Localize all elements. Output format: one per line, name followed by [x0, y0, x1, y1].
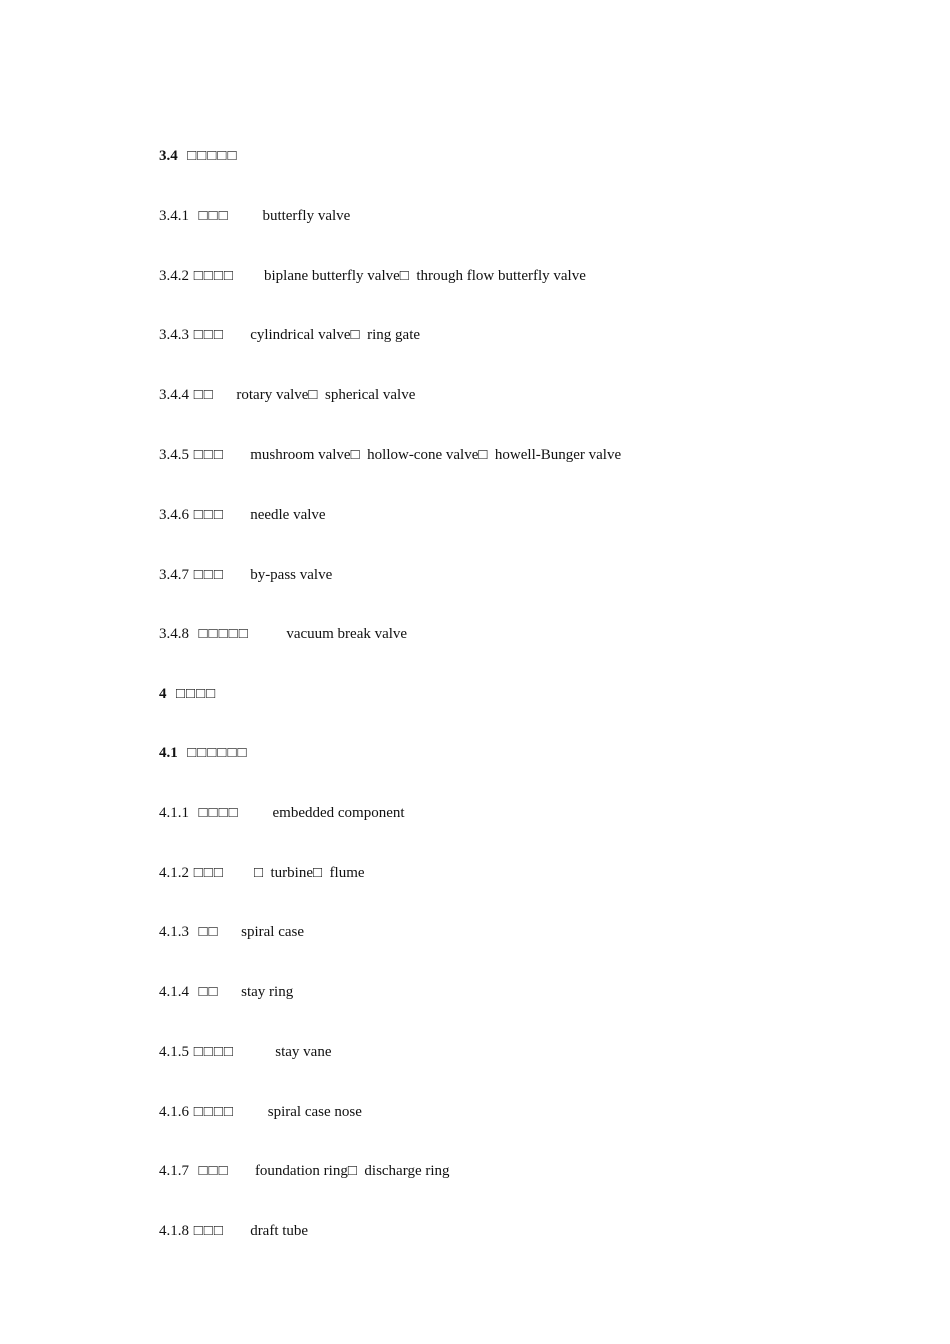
line-english-term: mushroom valve□ hollow-cone valve□ howell-Bunger valve [223, 447, 622, 463]
term-line-4-1-6 [144, 1079, 362, 1120]
line-number: 4.1.8 [159, 1223, 189, 1239]
line-number: 4.1.7 [159, 1163, 189, 1179]
line-number: 4.1 [159, 745, 178, 761]
line-english-term: cylindrical valve□ ring gate [223, 327, 421, 343]
chapter-heading-4 [144, 661, 217, 702]
line-chinese-term: □□□ [189, 1223, 224, 1239]
line-english-term: □ turbine□ flume [223, 865, 365, 881]
line-english-term: by-pass valve [223, 567, 333, 583]
line-english-term: stay vane [234, 1044, 332, 1060]
line-number: 3.4.3 [159, 327, 189, 343]
line-chinese-term: □□□□□ [189, 626, 249, 642]
line-chinese-term: □□□ [189, 567, 224, 583]
line-english-term: needle valve [223, 507, 326, 523]
line-chinese-term: □□ [189, 924, 219, 940]
term-line-3-4-7 [144, 542, 333, 583]
line-english-term: butterfly valve [228, 208, 351, 224]
term-line-4-1-7 [144, 1138, 450, 1179]
term-line-4-1-2 [144, 840, 365, 881]
line-chinese-term: □□□□ [189, 1104, 234, 1120]
line-chinese-term: □□□ [189, 865, 224, 881]
line-english-term: vacuum break valve [248, 626, 408, 642]
line-number: 3.4.2 [159, 268, 189, 284]
line-english-term: draft tube [223, 1223, 309, 1239]
line-english-term: rotary valve□ spherical valve [213, 387, 416, 403]
line-number: 4.1.1 [159, 805, 189, 821]
term-line-4-1-8 [144, 1198, 309, 1239]
line-number: 3.4.8 [159, 626, 189, 642]
term-line-4-1-3 [144, 899, 305, 940]
line-number: 4.1.2 [159, 865, 189, 881]
line-chinese-term: □□ [189, 387, 214, 403]
line-number: 3.4 [159, 148, 178, 164]
line-number: 3.4.4 [159, 387, 189, 403]
line-number: 4.1.4 [159, 984, 189, 1000]
line-number: 4.1.6 [159, 1104, 189, 1120]
section-heading-3-4 [144, 123, 238, 164]
line-english-term: foundation ring□ discharge ring [228, 1163, 450, 1179]
term-line-3-4-3 [144, 302, 421, 343]
term-line-3-4-8 [144, 601, 408, 642]
line-english-term: biplane butterfly valve□ through flow butterfly valve [234, 268, 586, 284]
line-chinese-term: □□□□ [189, 805, 239, 821]
line-english-term: spiral case [218, 924, 305, 940]
term-line-3-4-4 [144, 362, 416, 403]
term-line-3-4-5 [144, 422, 622, 463]
section-heading-4-1 [144, 720, 248, 761]
term-line-3-4-2 [144, 243, 586, 284]
line-chinese-term: □□□□□□ [177, 745, 248, 761]
line-number: 4.1.3 [159, 924, 189, 940]
line-number: 4 [159, 686, 167, 702]
line-number: 3.4.5 [159, 447, 189, 463]
line-chinese-term: □□□□ [166, 686, 217, 702]
line-number: 3.4.1 [159, 208, 189, 224]
line-chinese-term: □□□ [189, 507, 224, 523]
line-english-term: spiral case nose [234, 1104, 362, 1120]
line-number: 4.1.5 [159, 1044, 189, 1060]
term-line-3-4-1 [144, 183, 351, 224]
term-line-4-1-4 [144, 959, 294, 1000]
line-chinese-term: □□ [189, 984, 219, 1000]
line-chinese-term: □□□ [189, 327, 224, 343]
term-line-3-4-6 [144, 482, 326, 523]
line-english-term: embedded component [238, 805, 405, 821]
line-english-term: stay ring [218, 984, 294, 1000]
line-chinese-term: □□□ [189, 447, 224, 463]
term-line-4-1-5 [144, 1019, 332, 1060]
line-chinese-term: □□□ [189, 208, 229, 224]
term-line-4-1-1 [144, 780, 405, 821]
line-number: 3.4.7 [159, 567, 189, 583]
line-number: 3.4.6 [159, 507, 189, 523]
line-chinese-term: □□□□□ [177, 148, 238, 164]
line-chinese-term: □□□ [189, 1163, 229, 1179]
line-chinese-term: □□□□ [189, 1044, 234, 1060]
line-chinese-term: □□□□ [189, 268, 234, 284]
